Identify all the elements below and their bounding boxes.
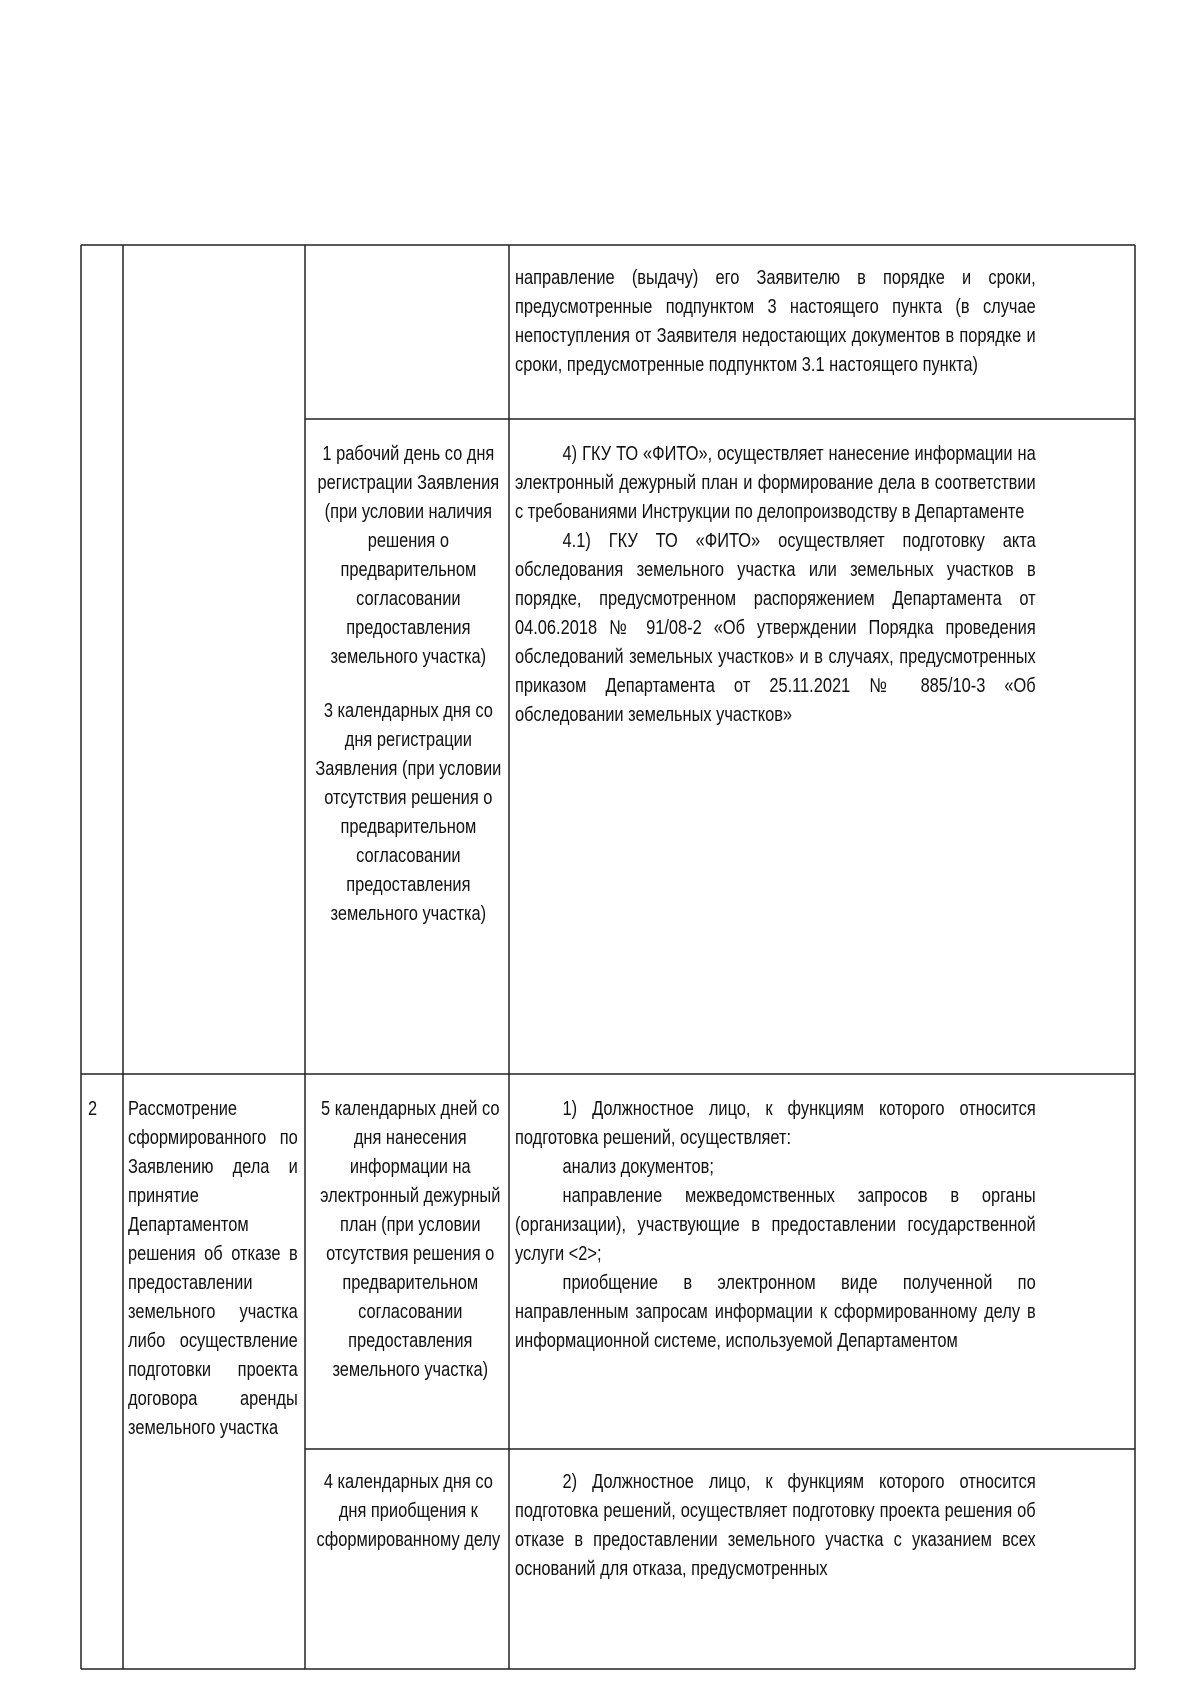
row-2-action bbox=[515, 440, 1036, 730]
row-2-action-p1: 4) ГКУ ТО «ФИТО», осуществляет нанесение информации на электронный дежурный план и формирование дела в соответствии с требованиями Инструкции по делопроизводству в Департаменте bbox=[515, 443, 1036, 523]
row-3-action bbox=[515, 1095, 1036, 1356]
row-1-action bbox=[515, 264, 1036, 380]
row-3-number: 2 bbox=[88, 1098, 98, 1120]
row-3-stage: Рассмотрение сформированного по Заявлению дела и принятие Департаментом решения об отказе в предоставлении земельного участка либо осуществление подготовки проекта договора аренды земельного участка bbox=[128, 1098, 298, 1439]
row-1-action-p1: направление (выдачу) его Заявителю в порядке и сроки, предусмотренные подпунктом 3 настоящего пункта (в случае непоступления от Заявителя недостающих документов в порядке и сроки, предусмотренные подпунктом 3.1 настоящего пункта) bbox=[515, 267, 1036, 376]
row-3-action-p3: направление межведомственных запросов в органы (организации), участвующие в предоставлении государственной услуги <2>; bbox=[515, 1185, 1036, 1265]
row-3-term-p1: 5 календарных дней со дня нанесения информации на электронный дежурный план (при условии отсутствия решения о предварительном согласовании предоставления земельного участка) bbox=[320, 1098, 501, 1381]
row-2-action-p2: 4.1) ГКУ ТО «ФИТО» осуществляет подготовку акта обследования земельного участка или земельных участков в порядке, предусмотренном распоряжением Департамента от 04.06.2018 № 91/08-2 «Об утверждении Порядка проведения обследований земельных участков» и в случаях, предусмотренных приказом Департамента от 25.11.2021 № 885/10-3 «Об обследовании земельных участков» bbox=[515, 530, 1036, 726]
row-2-term-p1: 1 рабочий день со дня регистрации Заявления (при условии наличия решения о предварительном согласовании предоставления земельного участка) bbox=[317, 443, 500, 668]
row-4-action-p1: 2) Должностное лицо, к функциям которого относится подготовка решений, осуществляет подготовку проекта решения об отказе в предоставлении земельного участка с указанием всех оснований для отказа, предусмотренных bbox=[515, 1471, 1036, 1580]
row-2-term-p2: 3 календарных дня со дня регистрации Заявления (при условии отсутствия решения о предварительном согласовании предоставления земельного участка) bbox=[315, 700, 502, 925]
row-2-term bbox=[312, 440, 505, 929]
row-3-action-p2: анализ документов; bbox=[562, 1156, 714, 1178]
row-4-term bbox=[312, 1468, 505, 1555]
row-4-term-p1: 4 календарных дня со дня приобщения к сформированному делу bbox=[316, 1471, 501, 1551]
row-3-action-p1: 1) Должностное лицо, к функциям которого относится подготовка решений, осуществляет: bbox=[515, 1098, 1036, 1149]
row-4-action bbox=[515, 1468, 1036, 1584]
row-3-action-p4: приобщение в электронном виде полученной по направленным запросам информации к сформированному делу в информационной системе, используемой Департаментом bbox=[515, 1272, 1036, 1352]
row-3-term bbox=[318, 1095, 503, 1385]
